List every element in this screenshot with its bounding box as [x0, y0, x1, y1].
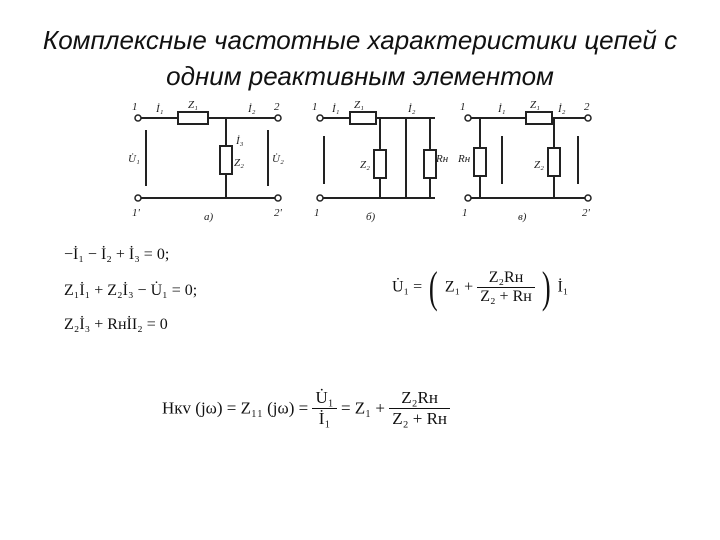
terminal-2: 2: [584, 101, 590, 113]
transfer-z1: = Z₁ +: [340, 398, 385, 418]
current-i2: İ₂: [248, 103, 256, 115]
circuit-c: [458, 96, 608, 228]
current-i1: İ₁: [332, 103, 340, 115]
current-i1: İ₁: [498, 103, 506, 115]
impedance-z2: Z₂: [534, 159, 544, 171]
transfer-fraction-2: [389, 388, 450, 429]
load-rn: Rн: [458, 153, 471, 165]
current-i2: İ₂: [408, 103, 416, 115]
circuit-b: [310, 96, 455, 228]
equation-line-2: Z₁İ₁ + Z₂İ₃ − U̇₁ = 0;: [64, 282, 198, 299]
voltage-u2: U̇₂: [272, 153, 284, 165]
current-i2: İ₂: [558, 103, 566, 115]
equation-line-3: Z₂İ₃ + RнİI₂ = 0: [64, 316, 168, 333]
voltage-z1: Z₁ +: [444, 278, 474, 296]
voltage-fraction: [477, 269, 535, 306]
impedance-z1: Z₁: [354, 99, 364, 111]
equals-sign: =: [298, 398, 309, 418]
load-rn: Rн: [436, 153, 449, 165]
transfer-denominator-1: İ₁: [312, 408, 336, 429]
terminal-1: 1: [132, 101, 138, 113]
transfer-denominator-2: Z₂ + Rн: [389, 408, 450, 429]
impedance-z1: Z₁: [530, 99, 540, 111]
transfer-numerator-1: U̇₁: [315, 388, 334, 407]
equation-line-1: −İ₁ − İ₂ + İ₃ = 0;: [64, 246, 170, 263]
current-i1: İ₁: [156, 103, 164, 115]
transfer-numerator-2: Z₂Rн: [401, 388, 438, 407]
circuit-a: [128, 96, 298, 228]
voltage-numerator: Z₂Rн: [488, 269, 524, 286]
voltage-equation: [392, 262, 568, 313]
caption-c: в): [518, 211, 527, 223]
transfer-z11: = Z₁₁: [226, 398, 263, 418]
impedance-z2: Z₂: [234, 157, 244, 169]
left-paren: (: [429, 263, 438, 312]
terminal-1p: 1: [462, 207, 468, 219]
caption-b: б): [366, 211, 376, 223]
slide-title: [0, 22, 720, 94]
transfer-function: [162, 388, 450, 429]
voltage-denominator: Z₂ + Rн: [477, 287, 535, 306]
right-paren: ): [541, 263, 551, 312]
title-line-2: одним реактивным элементом: [166, 61, 554, 91]
title-line-1: Комплексные частотные характеристики цепей с: [42, 25, 678, 55]
transfer-arg-2: (jω): [267, 398, 295, 418]
terminal-2p: 2': [582, 207, 590, 219]
terminal-2p: 2': [274, 207, 282, 219]
terminal-1p: 1: [314, 207, 320, 219]
transfer-lhs: Hкv: [162, 398, 192, 418]
impedance-z2: Z₂: [360, 159, 370, 171]
voltage-lhs: U̇₁ =: [392, 278, 423, 296]
transfer-arg: (jω): [195, 398, 223, 418]
terminal-2: 2: [274, 101, 280, 113]
caption-a: a): [204, 211, 214, 223]
voltage-u1: U̇₁: [128, 153, 140, 165]
terminal-1: 1: [460, 101, 466, 113]
terminal-1: 1: [312, 101, 318, 113]
impedance-z1: Z₁: [188, 99, 198, 111]
transfer-fraction-1: [312, 388, 336, 429]
voltage-rhs: İ₁: [557, 278, 569, 296]
current-i3: İ₃: [236, 135, 244, 147]
terminal-1p: 1': [132, 207, 140, 219]
